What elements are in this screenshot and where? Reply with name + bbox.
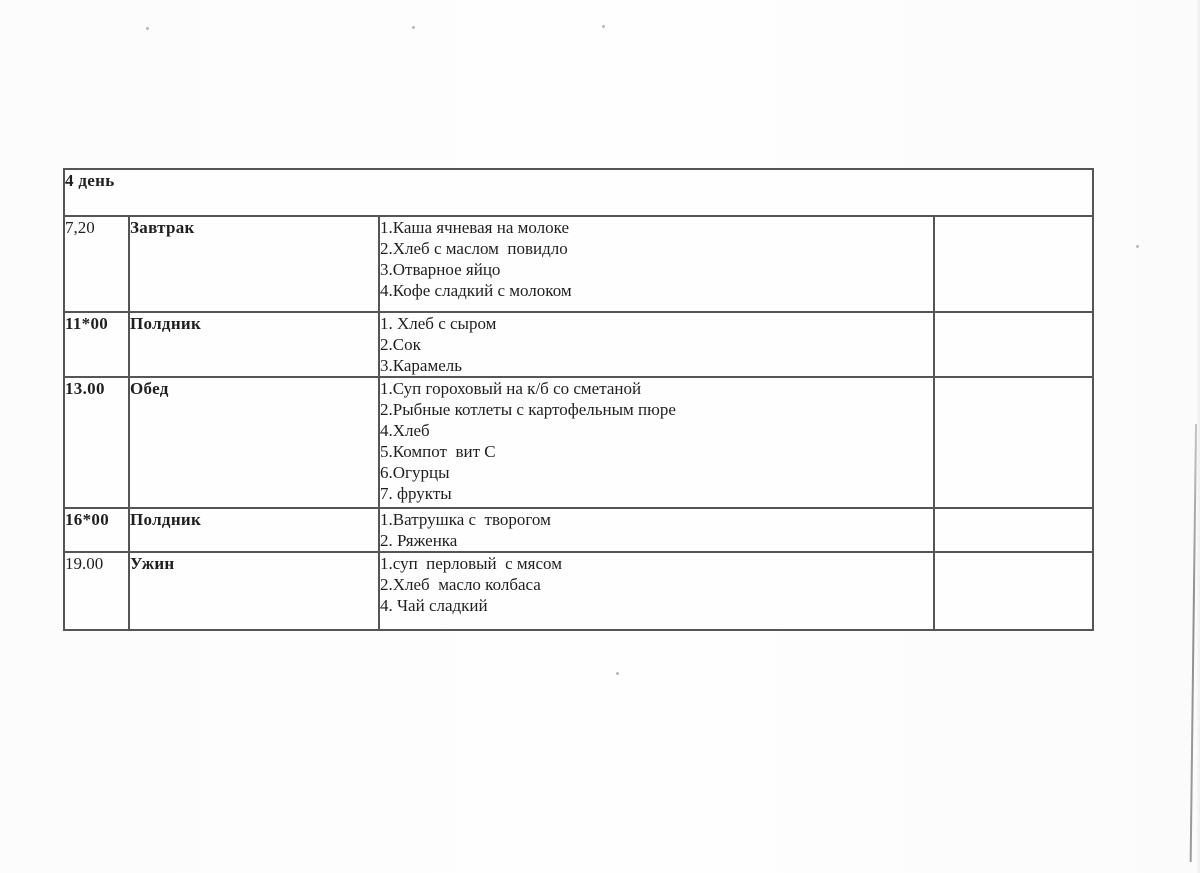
table-row (64, 312, 1093, 377)
notes-cell (934, 216, 1093, 312)
time-cell: 7,20 (64, 216, 129, 312)
menu-item: 5.Компот вит С (380, 442, 496, 461)
menu-item: 3.Отварное яйцо (380, 260, 501, 279)
menu-item: 4.Хлеб (380, 421, 430, 440)
time-cell: 13.00 (64, 377, 129, 508)
scan-edge-shade (1196, 0, 1200, 873)
menu-item: 1.Каша ячневая на молоке (380, 218, 570, 237)
menu-item: 4.Кофе сладкий с молоком (380, 281, 572, 300)
time-cell: 16*00 (64, 508, 129, 552)
menu-item: 3.Карамель (380, 356, 462, 375)
scan-speck (616, 672, 619, 675)
scan-speck (146, 27, 149, 30)
notes-cell (934, 508, 1093, 552)
time-cell: 11*00 (64, 312, 129, 377)
meal-cell: Полдник (129, 312, 379, 377)
notes-cell (934, 377, 1093, 508)
menu-item: 2.Рыбные котлеты с картофельным пюре (380, 400, 676, 419)
meal-cell: Полдник (129, 508, 379, 552)
menu-item: 6.Огурцы (380, 463, 450, 482)
day-header-row (64, 169, 1093, 216)
scan-speck (412, 26, 415, 29)
table-row (64, 377, 1093, 508)
time-cell: 19.00 (64, 552, 129, 630)
menu-item: 1.Суп гороховый на к/б со сметаной (380, 379, 642, 398)
menu-item: 1. Хлеб с сыром (380, 314, 497, 333)
day-header: 4 день (64, 169, 1093, 216)
menu-item: 4. Чай сладкий (380, 596, 488, 615)
menu-item: 1.суп перловый с мясом (380, 554, 562, 573)
menu-item: 2.Хлеб с маслом повидло (380, 239, 568, 258)
menu-item: 2.Сок (380, 335, 421, 354)
meal-cell: Обед (129, 377, 379, 508)
items-cell (379, 508, 934, 552)
table-row (64, 508, 1093, 552)
meal-cell: Завтрак (129, 216, 379, 312)
menu-item: 1.Ватрушка с творогом (380, 510, 551, 529)
scan-speck (602, 25, 605, 28)
items-cell (379, 552, 934, 630)
items-cell (379, 312, 934, 377)
notes-cell (934, 552, 1093, 630)
notes-cell (934, 312, 1093, 377)
scan-speck (1136, 245, 1139, 248)
menu-item: 2. Ряженка (380, 531, 458, 550)
menu-item: 7. фрукты (380, 484, 452, 503)
meal-cell: Ужин (129, 552, 379, 630)
items-cell (379, 216, 934, 312)
menu-table (63, 168, 1094, 631)
table-row (64, 216, 1093, 312)
menu-item: 2.Хлеб масло колбаса (380, 575, 541, 594)
table-row (64, 552, 1093, 630)
items-cell (379, 377, 934, 508)
